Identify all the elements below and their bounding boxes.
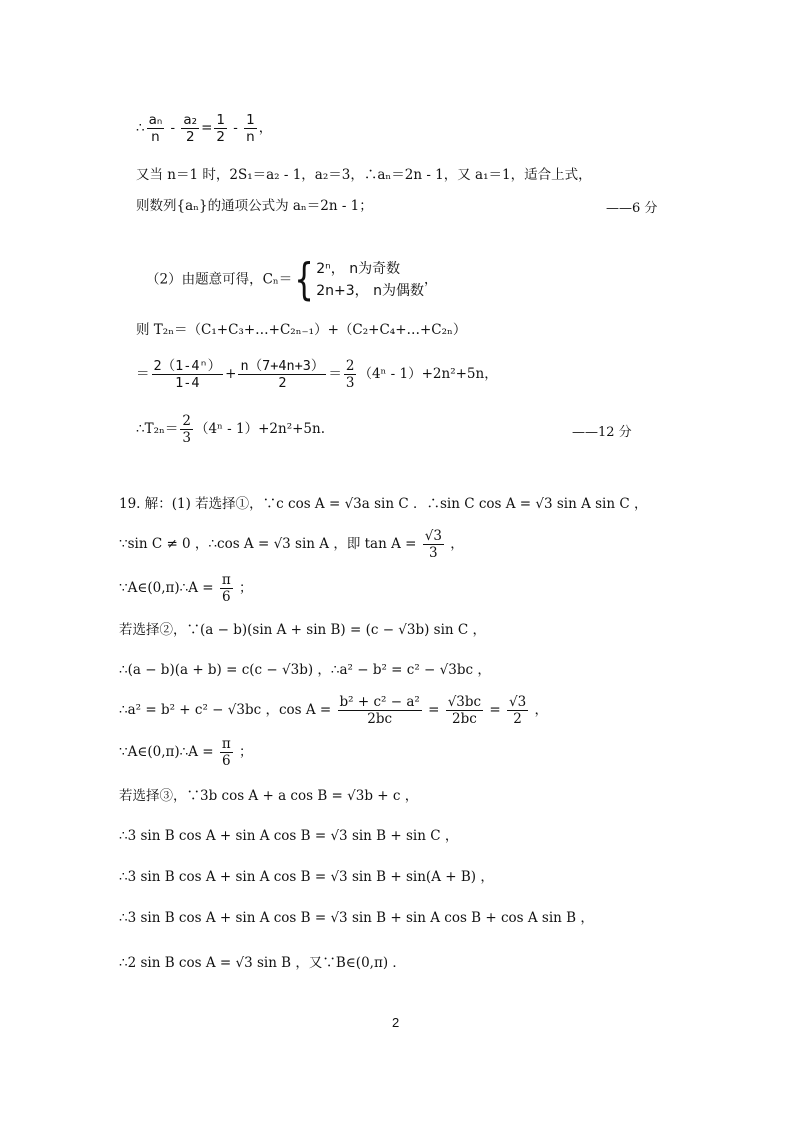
- fraction: $\frac{\text{aₙ}}{n}$: [148, 112, 163, 145]
- score-12: ——12 分: [572, 425, 632, 440]
- line-12: ∴(a − b)(a + b) = c(c − √3b) ，∴a² − b² = c² − √3bc ，: [119, 662, 491, 678]
- fraction: $\frac{1}{n}$: [246, 112, 255, 145]
- line-2: 又当 n＝1 时，2S₁＝a₂ - 1，a₂＝3，∴aₙ＝2n - 1，又 a₁＝1，适合上式，: [136, 167, 592, 183]
- line-19: ∴2 sin B cos A = √3 sin B ，又∵B∈(0,π) ．: [119, 955, 406, 971]
- line-3: 则数列{aₙ}的通项公式为 aₙ＝2n - 1；: [136, 198, 373, 214]
- fraction: $\frac{√3}{3}$: [424, 528, 442, 561]
- score-6: ——6 分: [606, 201, 658, 216]
- fraction: $\frac{n(7+4n+3)}{2}$: [240, 358, 325, 391]
- fraction: $\frac{2}{3}$: [182, 413, 191, 446]
- fraction: $\frac{\text{a₂}}{2}$: [183, 112, 198, 145]
- fraction: $\frac{2}{3}$: [345, 358, 355, 391]
- line-6: ＝ $\frac{\text{2（1-4ⁿ）}}{1-4}$ + $\frac{n(7+4n+3)}{2}$ ＝ $\frac{2}{3}$ （4ⁿ - 1）+2n²+5n，: [136, 358, 498, 391]
- line-4-piecewise: （2）由题意可得，Cₙ＝{ 2ⁿ， n为奇数 2n+3， n为偶数 ，: [146, 254, 438, 305]
- fraction: $\frac{\text{2（1-4ⁿ）}}{1-4}$: [153, 358, 222, 391]
- line-5: 则 T₂ₙ＝（C₁+C₃+…+C₂ₙ₋₁）+（C₂+C₄+…+C₂ₙ）: [136, 322, 467, 338]
- line-17: ∴3 sin B cos A + sin A cos B = √3 sin B + sin(A + B) ，: [119, 869, 494, 885]
- therefore-symbol: ∴: [136, 120, 145, 136]
- line-10: ∵A∈(0,π)∴A = $\frac{\pi}{6}$ ；: [119, 572, 253, 605]
- line-8: 19. 解：(1) 若选择①，∵c cos A = √3a sin C ．∴sin C cos A = √3 sin A sin C ，: [119, 496, 648, 512]
- line-15: 若选择③，∵3b cos A + a cos B = √3b + c ，: [119, 788, 419, 804]
- fraction: $\frac{√3bc}{2bc}$: [447, 694, 482, 727]
- line-16: ∴3 sin B cos A + sin A cos B = √3 sin B + sin C ，: [119, 828, 459, 844]
- line-11: 若选择②，∵(a − b)(sin A + sin B) = (c − √3b) sin C ，: [119, 622, 487, 638]
- line-14: ∵A∈(0,π)∴A = $\frac{\pi}{6}$ ；: [119, 736, 253, 769]
- left-brace: {: [294, 254, 315, 305]
- fraction: $\frac{\pi}{6}$: [221, 572, 231, 605]
- fraction: $\frac{√3}{2}$: [509, 694, 527, 727]
- line-1: ∴ $\frac{\text{aₙ}}{n}$ - $\frac{\text{a₂}}{2}$ = $\frac{1}{2}$ - $\frac{1}{n}$ ，: [136, 112, 273, 145]
- line-13: ∴a² = b² + c² − √3bc ，cos A = $\frac{\text{b² + c² − a²}}{2bc}$ = $\frac{√3bc}{2bc}$ = $\frac{√3}{2}$ ，: [119, 694, 548, 727]
- fraction: $\frac{\pi}{6}$: [221, 736, 231, 769]
- line-9: ∵sin C ≠ 0 ，∴cos A = √3 sin A ，即 tan A = $\frac{√3}{3}$ ，: [119, 528, 464, 561]
- line-7: ∴T₂ₙ＝ $\frac{2}{3}$ （4ⁿ - 1）+2n²+5n.: [136, 413, 326, 446]
- line-18: ∴3 sin B cos A + sin A cos B = √3 sin B + sin A cos B + cos A sin B ，: [119, 910, 594, 926]
- fraction: $\frac{1}{2}$: [216, 112, 225, 145]
- page-number: 2: [392, 1015, 400, 1030]
- cases: 2ⁿ， n为奇数 2n+3， n为偶数: [316, 261, 425, 299]
- fraction: $\frac{\text{b² + c² − a²}}{2bc}$: [339, 694, 420, 727]
